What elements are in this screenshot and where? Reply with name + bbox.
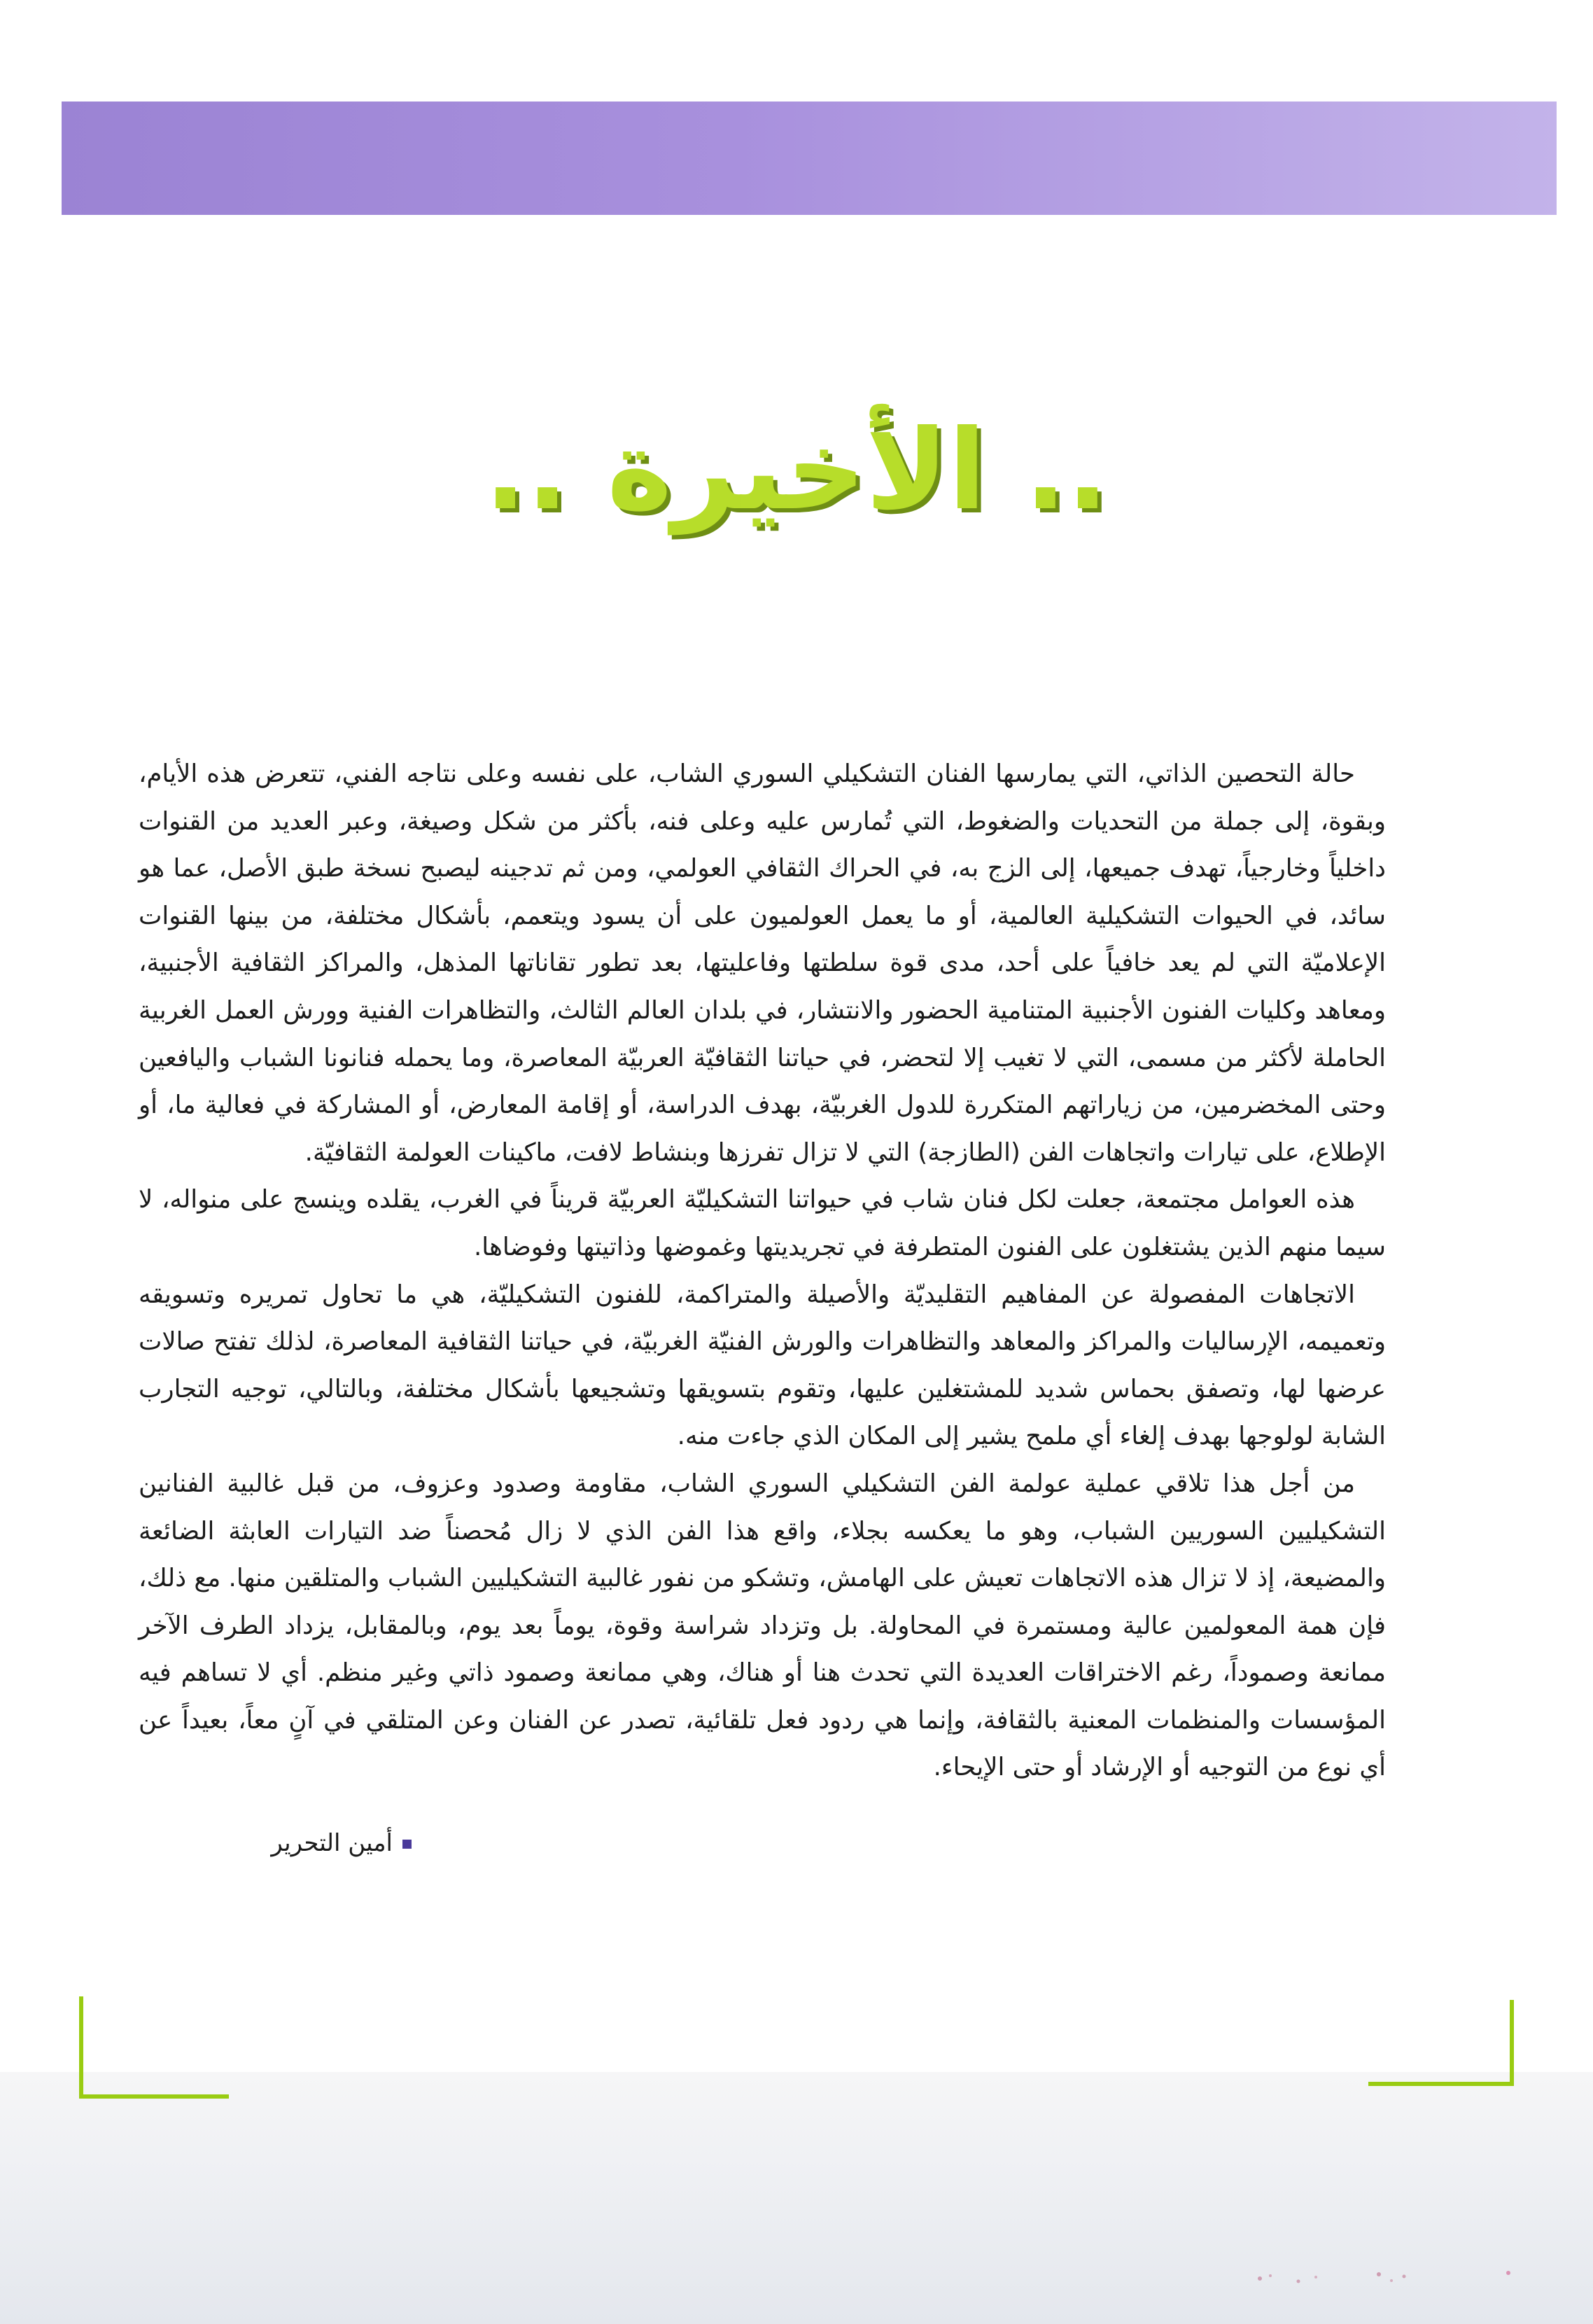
- right-corner-bracket-horizontal: [1368, 2082, 1514, 2086]
- square-bullet-icon: [402, 1840, 412, 1849]
- right-corner-bracket-vertical: [1510, 2000, 1514, 2086]
- signature-text: أمين التحرير: [271, 1829, 393, 1857]
- left-corner-bracket-horizontal: [79, 2094, 229, 2099]
- article-paragraph-4: من أجل هذا تلاقي عملية عولمة الفن التشكيلي السوري الشاب، مقاومة وصدود وعزوف، من قبل غالبية الفنانين التشكيليين السوريين الشباب، وهو ما يعكسه بجلاء، واقع هذا الفن الذي لا زال مُحصناً ضد التيارات العابثة الضائعة والمضيعة، إذ لا تزال هذه الاتجاهات تعيش على الهامش، وتشكو من نفور غالبية التشكيليين الشباب والمتلقين منها. مع ذلك، فإن همة المعولمين عالية ومستمرة في المحاولة. بل وتزداد شراسة وقوة، يوماً بعد يوم، وبالمقابل، يزداد الطرف الآخر ممانعة وصموداً، رغم الاختراقات العديدة التي تحدث هنا أو هناك، وهي ممانعة وصمود ذاتي وغير منظم. أي لا تساهم فيه المؤسسات والمنظمات المعنية بالثقافة، وإنما هي ردود فعل تلقائية، تصدر عن الفنان وعن المتلقي في آنٍ معاً، بعيداً عن أي نوع من التوجيه أو الإرشاد أو حتى الإيحاء.: [139, 1469, 1386, 1782]
- page-title: .. الأخيرة ..: [484, 406, 1109, 535]
- signature: [132, 1826, 412, 1861]
- top-color-band: [62, 102, 1557, 215]
- article-paragraph-2: هذه العوامل مجتمعة، جعلت لكل فنان شاب في حيواتنا التشكيليّة العربيّة قريناً في الغرب، يقلده وينسج على منواله، لا سيما منهم الذين يشتغلون على الفنون المتطرفة في تجريديتها وغموضها وذاتيتها وفوضاها.: [139, 1185, 1386, 1261]
- article-body: [139, 750, 1386, 1791]
- left-corner-bracket-vertical: [79, 1996, 83, 2099]
- decorative-specks: [1232, 2258, 1526, 2300]
- article-paragraph-3: الاتجاهات المفصولة عن المفاهيم التقليديّة والأصيلة والمتراكمة، للفنون التشكيليّة، هي ما تحاول تمريره وتسويقه وتعميمه، الإرساليات والمراكز والمعاهد والتظاهرات والورش الفنيّة الغربيّة، في حياتنا الثقافية المعاصرة، لذلك تفتح صالات عرضها لها، وتصفق بحماس شديد للمشتغلين عليها، وتقوم بتسويقها وتشجيعها بأشكال مختلفة، وبالتالي، توجيه التجارب الشابة لولوجها بهدف إلغاء أي ملمح يشير إلى المكان الذي جاءت منه.: [139, 1280, 1386, 1451]
- article-paragraph-1: حالة التحصين الذاتي، التي يمارسها الفنان التشكيلي السوري الشاب، على نفسه وعلى نتاجه الفني، تتعرض هذه الأيام، وبقوة، إلى جملة من التحديات والضغوط، التي تُمارس عليه وعلى فنه، بأكثر من شكل وصيغة، وعبر العديد من القنوات داخلياً وخارجياً، تهدف جميعها، إلى الزج به، في الحراك الثقافي العولمي، ومن ثم تدجينه ليصبح نسخة طبق الأصل، عما هو سائد، في الحيوات التشكيلية العالمية، أو ما يعمل العولميون على أن يسود ويتعمم، بأشكال مختلفة، من بينها القنوات الإعلاميّة التي لم يعد خافياً على أحد، مدى قوة سلطتها وفاعليتها، بعد تطور تقاناتها المذهل، والمراكز الثقافية الأجنبية، ومعاهد وكليات الفنون الأجنبية المتنامية الحضور والانتشار، في بلدان العالم الثالث، والتظاهرات الفنية وورش العمل الغربية الحاملة لأكثر من مسمى، التي لا تغيب إلا لتحضر، في حياتنا الثقافيّة العربيّة المعاصرة، وما يحمله فنانونا الشباب واليافعين وحتى المخضرمين، من زياراتهم المتكررة للدول الغربيّة، بهدف الدراسة، أو إقامة المعارض، أو المشاركة في فعالية ما، أو الإطلاع، على تيارات واتجاهات الفن (الطازجة) التي لا تزال تفرزها وبنشاط لافت، ماكينات العولمة الثقافيّة.: [139, 760, 1386, 1167]
